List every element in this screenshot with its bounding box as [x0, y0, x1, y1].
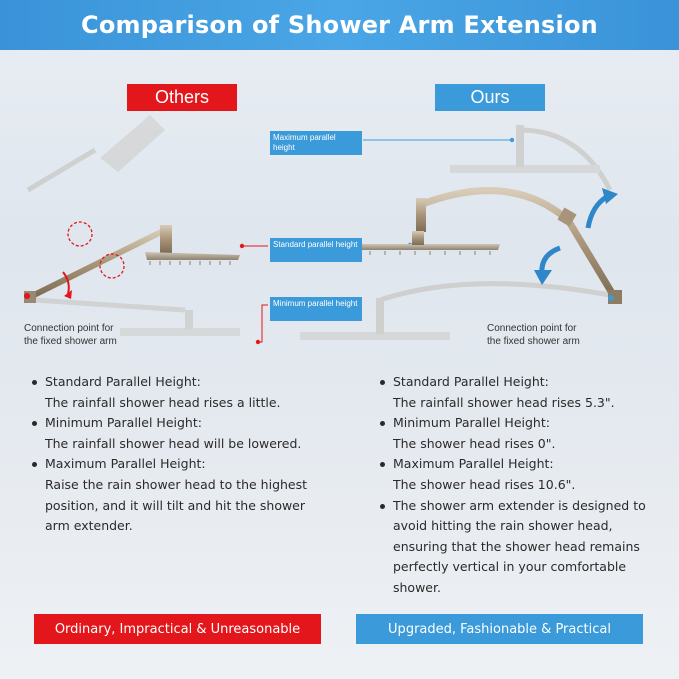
header-banner [0, 0, 679, 50]
list-item: Maximum Parallel Height: The shower head rises 10.6". [378, 454, 668, 495]
others-summary-badge: Ordinary, Impractical & Unreasonable [34, 614, 321, 644]
others-connection-label: Connection point for the fixed shower arm [24, 323, 117, 347]
ours-summary-badge: Upgraded, Fashionable & Practical [356, 614, 643, 644]
ours-ghost-max [450, 125, 610, 190]
ours-feature-list [378, 372, 668, 599]
others-shower-arm [24, 225, 240, 303]
callout-leaders [242, 246, 268, 342]
ours-tag: Ours [435, 84, 545, 111]
others-feature-list [30, 372, 330, 537]
ours-connection-label: Connection point for the fixed shower arm [487, 323, 580, 347]
callout-maximum-parallel-height: Maximum parallel height [270, 131, 362, 155]
ours-shower-arm [345, 191, 622, 304]
blue-down-arrow-icon [534, 248, 560, 285]
callout-minimum-parallel-height: Minimum parallel height [270, 297, 362, 321]
list-item: Maximum Parallel Height: Raise the rain shower head to the highest position, and it will tilt and hit the shower arm extender. [30, 454, 330, 536]
blue-up-arrow-icon [588, 188, 618, 228]
collision-circle-top [68, 222, 92, 246]
list-item: Standard Parallel Height: The rainfall shower head rises 5.3". [378, 372, 668, 413]
others-ghost-max [28, 115, 165, 190]
others-tag: Others [127, 84, 237, 111]
callout-standard-parallel-height: Standard parallel height [270, 238, 362, 262]
list-item: Minimum Parallel Height: The rainfall shower head will be lowered. [30, 413, 330, 454]
list-item: Minimum Parallel Height: The shower head rises 0". [378, 413, 668, 454]
page-title: Comparison of Shower Arm Extension [81, 11, 598, 39]
list-item: Standard Parallel Height: The rainfall shower head rises a little. [30, 372, 330, 413]
list-item: The shower arm extender is designed to avoid hitting the rain shower head, ensuring that the shower head remains perfectly vertical in your comfortable shower. [378, 496, 668, 599]
